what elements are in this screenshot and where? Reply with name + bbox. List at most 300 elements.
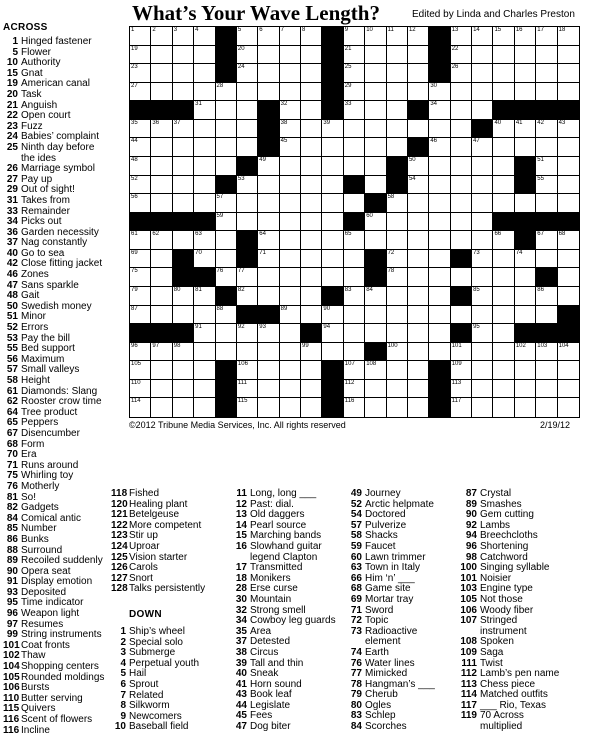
grid-cell[interactable] bbox=[429, 343, 450, 362]
grid-cell[interactable] bbox=[387, 250, 408, 269]
grid-cell[interactable] bbox=[451, 194, 472, 213]
grid-cell[interactable] bbox=[365, 361, 386, 380]
grid-cell[interactable] bbox=[173, 194, 194, 213]
grid-cell[interactable] bbox=[365, 64, 386, 83]
grid-cell[interactable] bbox=[151, 194, 172, 213]
grid-cell[interactable] bbox=[344, 138, 365, 157]
grid-cell[interactable] bbox=[237, 398, 258, 417]
grid-cell[interactable] bbox=[387, 287, 408, 306]
grid-cell[interactable] bbox=[216, 306, 237, 325]
grid-cell[interactable] bbox=[429, 120, 450, 139]
grid-cell[interactable] bbox=[493, 324, 514, 343]
grid-cell[interactable] bbox=[558, 138, 579, 157]
grid-cell[interactable] bbox=[173, 287, 194, 306]
grid-cell[interactable] bbox=[515, 268, 536, 287]
grid-cell[interactable] bbox=[472, 83, 493, 102]
grid-cell[interactable] bbox=[408, 250, 429, 269]
grid-cell[interactable] bbox=[280, 176, 301, 195]
grid-cell[interactable] bbox=[344, 46, 365, 65]
grid-cell[interactable] bbox=[472, 64, 493, 83]
grid-cell[interactable] bbox=[451, 83, 472, 102]
grid-cell[interactable] bbox=[558, 343, 579, 362]
grid-cell[interactable] bbox=[216, 83, 237, 102]
grid-cell[interactable] bbox=[301, 83, 322, 102]
grid-cell[interactable] bbox=[344, 101, 365, 120]
grid-cell[interactable] bbox=[322, 231, 343, 250]
grid-cell[interactable] bbox=[472, 343, 493, 362]
grid-cell[interactable] bbox=[216, 138, 237, 157]
grid-cell[interactable] bbox=[258, 194, 279, 213]
grid-cell[interactable] bbox=[365, 306, 386, 325]
grid-cell[interactable] bbox=[280, 46, 301, 65]
grid-cell[interactable] bbox=[387, 268, 408, 287]
grid-cell[interactable] bbox=[280, 83, 301, 102]
grid-cell[interactable] bbox=[493, 120, 514, 139]
grid-cell[interactable] bbox=[173, 138, 194, 157]
grid-cell[interactable] bbox=[451, 268, 472, 287]
grid-cell[interactable] bbox=[130, 398, 151, 417]
grid-cell[interactable] bbox=[322, 120, 343, 139]
grid-cell[interactable] bbox=[344, 120, 365, 139]
grid-cell[interactable] bbox=[301, 138, 322, 157]
grid-cell[interactable] bbox=[387, 398, 408, 417]
grid-cell[interactable] bbox=[258, 287, 279, 306]
grid-cell[interactable] bbox=[151, 83, 172, 102]
grid-cell[interactable] bbox=[151, 268, 172, 287]
grid-cell[interactable] bbox=[130, 380, 151, 399]
grid-cell[interactable] bbox=[558, 398, 579, 417]
grid-cell[interactable] bbox=[408, 268, 429, 287]
grid-cell[interactable] bbox=[387, 231, 408, 250]
grid-cell[interactable] bbox=[558, 157, 579, 176]
grid-cell[interactable] bbox=[194, 176, 215, 195]
grid-cell[interactable] bbox=[237, 194, 258, 213]
grid-cell[interactable] bbox=[408, 380, 429, 399]
grid-cell[interactable] bbox=[344, 250, 365, 269]
grid-cell[interactable] bbox=[258, 176, 279, 195]
grid-cell[interactable] bbox=[558, 176, 579, 195]
grid-cell[interactable] bbox=[365, 324, 386, 343]
grid-cell[interactable] bbox=[280, 268, 301, 287]
grid-cell[interactable] bbox=[472, 101, 493, 120]
grid-cell[interactable] bbox=[237, 343, 258, 362]
grid-cell[interactable] bbox=[194, 157, 215, 176]
grid-cell[interactable] bbox=[515, 64, 536, 83]
grid-cell[interactable] bbox=[173, 306, 194, 325]
grid-cell[interactable] bbox=[280, 157, 301, 176]
grid-cell[interactable] bbox=[558, 27, 579, 46]
grid-cell[interactable] bbox=[387, 46, 408, 65]
grid-cell[interactable] bbox=[151, 250, 172, 269]
grid-cell[interactable] bbox=[130, 268, 151, 287]
grid-cell[interactable] bbox=[173, 157, 194, 176]
grid-cell[interactable] bbox=[151, 27, 172, 46]
grid-cell[interactable] bbox=[429, 250, 450, 269]
grid-cell[interactable] bbox=[408, 64, 429, 83]
grid-cell[interactable] bbox=[408, 194, 429, 213]
grid-cell[interactable] bbox=[558, 361, 579, 380]
grid-cell[interactable] bbox=[194, 287, 215, 306]
grid-cell[interactable] bbox=[493, 64, 514, 83]
grid-cell[interactable] bbox=[515, 361, 536, 380]
grid-cell[interactable] bbox=[472, 287, 493, 306]
grid-cell[interactable] bbox=[558, 380, 579, 399]
grid-cell[interactable] bbox=[151, 380, 172, 399]
grid-cell[interactable] bbox=[429, 324, 450, 343]
grid-cell[interactable] bbox=[515, 380, 536, 399]
grid-cell[interactable] bbox=[451, 176, 472, 195]
grid-cell[interactable] bbox=[451, 27, 472, 46]
grid-cell[interactable] bbox=[536, 157, 557, 176]
grid-cell[interactable] bbox=[301, 176, 322, 195]
grid-cell[interactable] bbox=[493, 398, 514, 417]
grid-cell[interactable] bbox=[365, 398, 386, 417]
grid-cell[interactable] bbox=[472, 46, 493, 65]
grid-cell[interactable] bbox=[558, 64, 579, 83]
grid-cell[interactable] bbox=[216, 343, 237, 362]
grid-cell[interactable] bbox=[237, 46, 258, 65]
grid-cell[interactable] bbox=[322, 250, 343, 269]
grid-cell[interactable] bbox=[258, 231, 279, 250]
grid-cell[interactable] bbox=[408, 343, 429, 362]
grid-cell[interactable] bbox=[558, 83, 579, 102]
grid-cell[interactable] bbox=[301, 27, 322, 46]
grid-cell[interactable] bbox=[237, 176, 258, 195]
grid-cell[interactable] bbox=[536, 250, 557, 269]
grid-cell[interactable] bbox=[472, 268, 493, 287]
grid-cell[interactable] bbox=[216, 213, 237, 232]
grid-cell[interactable] bbox=[322, 343, 343, 362]
grid-cell[interactable] bbox=[216, 194, 237, 213]
grid-cell[interactable] bbox=[515, 398, 536, 417]
grid-cell[interactable] bbox=[151, 64, 172, 83]
grid-cell[interactable] bbox=[558, 287, 579, 306]
grid-cell[interactable] bbox=[194, 306, 215, 325]
grid-cell[interactable] bbox=[387, 324, 408, 343]
grid-cell[interactable] bbox=[301, 213, 322, 232]
grid-cell[interactable] bbox=[429, 306, 450, 325]
grid-cell[interactable] bbox=[194, 101, 215, 120]
grid-cell[interactable] bbox=[173, 83, 194, 102]
grid-cell[interactable] bbox=[130, 120, 151, 139]
grid-cell[interactable] bbox=[472, 324, 493, 343]
grid-cell[interactable] bbox=[344, 64, 365, 83]
grid-cell[interactable] bbox=[258, 324, 279, 343]
grid-cell[interactable] bbox=[194, 250, 215, 269]
grid-cell[interactable] bbox=[472, 176, 493, 195]
grid-cell[interactable] bbox=[237, 27, 258, 46]
grid-cell[interactable] bbox=[558, 194, 579, 213]
grid-cell[interactable] bbox=[237, 120, 258, 139]
grid-cell[interactable] bbox=[493, 46, 514, 65]
grid-cell[interactable] bbox=[365, 176, 386, 195]
grid-cell[interactable] bbox=[408, 213, 429, 232]
grid-cell[interactable] bbox=[536, 287, 557, 306]
grid-cell[interactable] bbox=[130, 287, 151, 306]
grid-cell[interactable] bbox=[151, 287, 172, 306]
grid-cell[interactable] bbox=[408, 231, 429, 250]
grid-cell[interactable] bbox=[451, 398, 472, 417]
grid-cell[interactable] bbox=[344, 268, 365, 287]
grid-cell[interactable] bbox=[387, 27, 408, 46]
grid-cell[interactable] bbox=[429, 194, 450, 213]
grid-cell[interactable] bbox=[493, 380, 514, 399]
grid-cell[interactable] bbox=[322, 306, 343, 325]
grid-cell[interactable] bbox=[130, 27, 151, 46]
grid-cell[interactable] bbox=[194, 324, 215, 343]
grid-cell[interactable] bbox=[515, 46, 536, 65]
grid-cell[interactable] bbox=[151, 120, 172, 139]
grid-cell[interactable] bbox=[258, 398, 279, 417]
grid-cell[interactable] bbox=[194, 83, 215, 102]
grid-cell[interactable] bbox=[408, 361, 429, 380]
grid-cell[interactable] bbox=[472, 138, 493, 157]
grid-cell[interactable] bbox=[344, 343, 365, 362]
grid-cell[interactable] bbox=[280, 120, 301, 139]
grid-cell[interactable] bbox=[130, 83, 151, 102]
grid-cell[interactable] bbox=[536, 398, 557, 417]
grid-cell[interactable] bbox=[173, 343, 194, 362]
grid-cell[interactable] bbox=[322, 194, 343, 213]
grid-cell[interactable] bbox=[173, 231, 194, 250]
grid-cell[interactable] bbox=[515, 138, 536, 157]
grid-cell[interactable] bbox=[322, 176, 343, 195]
grid-cell[interactable] bbox=[536, 138, 557, 157]
grid-cell[interactable] bbox=[472, 398, 493, 417]
grid-cell[interactable] bbox=[365, 213, 386, 232]
grid-cell[interactable] bbox=[173, 120, 194, 139]
grid-cell[interactable] bbox=[280, 343, 301, 362]
grid-cell[interactable] bbox=[130, 138, 151, 157]
grid-cell[interactable] bbox=[451, 213, 472, 232]
grid-cell[interactable] bbox=[258, 64, 279, 83]
grid-cell[interactable] bbox=[493, 268, 514, 287]
grid-cell[interactable] bbox=[237, 101, 258, 120]
grid-cell[interactable] bbox=[322, 324, 343, 343]
grid-cell[interactable] bbox=[451, 343, 472, 362]
grid-cell[interactable] bbox=[237, 64, 258, 83]
grid-cell[interactable] bbox=[365, 138, 386, 157]
grid-cell[interactable] bbox=[151, 343, 172, 362]
grid-cell[interactable] bbox=[493, 343, 514, 362]
grid-cell[interactable] bbox=[194, 64, 215, 83]
grid-cell[interactable] bbox=[216, 101, 237, 120]
grid-cell[interactable] bbox=[151, 361, 172, 380]
grid-cell[interactable] bbox=[387, 194, 408, 213]
grid-cell[interactable] bbox=[301, 380, 322, 399]
grid-cell[interactable] bbox=[451, 306, 472, 325]
grid-cell[interactable] bbox=[408, 324, 429, 343]
grid-cell[interactable] bbox=[237, 324, 258, 343]
grid-cell[interactable] bbox=[216, 324, 237, 343]
grid-cell[interactable] bbox=[130, 361, 151, 380]
grid-cell[interactable] bbox=[151, 231, 172, 250]
grid-cell[interactable] bbox=[301, 306, 322, 325]
grid-cell[interactable] bbox=[130, 46, 151, 65]
grid-cell[interactable] bbox=[216, 250, 237, 269]
grid-cell[interactable] bbox=[301, 398, 322, 417]
grid-cell[interactable] bbox=[408, 27, 429, 46]
grid-cell[interactable] bbox=[280, 361, 301, 380]
grid-cell[interactable] bbox=[280, 213, 301, 232]
grid-cell[interactable] bbox=[280, 27, 301, 46]
grid-cell[interactable] bbox=[173, 361, 194, 380]
grid-cell[interactable] bbox=[493, 306, 514, 325]
grid-cell[interactable] bbox=[130, 231, 151, 250]
grid-cell[interactable] bbox=[493, 194, 514, 213]
grid-cell[interactable] bbox=[408, 83, 429, 102]
grid-cell[interactable] bbox=[258, 361, 279, 380]
grid-cell[interactable] bbox=[130, 64, 151, 83]
grid-cell[interactable] bbox=[365, 27, 386, 46]
grid-cell[interactable] bbox=[451, 157, 472, 176]
grid-cell[interactable] bbox=[258, 157, 279, 176]
grid-cell[interactable] bbox=[280, 324, 301, 343]
grid-cell[interactable] bbox=[451, 101, 472, 120]
grid-cell[interactable] bbox=[194, 380, 215, 399]
grid-cell[interactable] bbox=[280, 101, 301, 120]
grid-cell[interactable] bbox=[536, 64, 557, 83]
grid-cell[interactable] bbox=[387, 64, 408, 83]
grid-cell[interactable] bbox=[365, 157, 386, 176]
grid-cell[interactable] bbox=[344, 380, 365, 399]
grid-cell[interactable] bbox=[237, 83, 258, 102]
grid-cell[interactable] bbox=[344, 361, 365, 380]
grid-cell[interactable] bbox=[194, 194, 215, 213]
grid-cell[interactable] bbox=[280, 194, 301, 213]
grid-cell[interactable] bbox=[408, 176, 429, 195]
grid-cell[interactable] bbox=[237, 380, 258, 399]
grid-cell[interactable] bbox=[515, 27, 536, 46]
grid-cell[interactable] bbox=[130, 250, 151, 269]
grid-cell[interactable] bbox=[322, 268, 343, 287]
grid-cell[interactable] bbox=[151, 46, 172, 65]
grid-cell[interactable] bbox=[194, 361, 215, 380]
grid-cell[interactable] bbox=[451, 120, 472, 139]
grid-cell[interactable] bbox=[194, 46, 215, 65]
grid-cell[interactable] bbox=[429, 176, 450, 195]
grid-cell[interactable] bbox=[173, 398, 194, 417]
grid-cell[interactable] bbox=[429, 138, 450, 157]
grid-cell[interactable] bbox=[472, 231, 493, 250]
grid-cell[interactable] bbox=[258, 250, 279, 269]
grid-cell[interactable] bbox=[536, 343, 557, 362]
grid-cell[interactable] bbox=[365, 101, 386, 120]
grid-cell[interactable] bbox=[280, 287, 301, 306]
grid-cell[interactable] bbox=[451, 64, 472, 83]
grid-cell[interactable] bbox=[258, 380, 279, 399]
grid-cell[interactable] bbox=[151, 398, 172, 417]
grid-cell[interactable] bbox=[173, 64, 194, 83]
grid-cell[interactable] bbox=[344, 194, 365, 213]
grid-cell[interactable] bbox=[429, 213, 450, 232]
grid-cell[interactable] bbox=[493, 287, 514, 306]
grid-cell[interactable] bbox=[151, 176, 172, 195]
grid-cell[interactable] bbox=[216, 157, 237, 176]
grid-cell[interactable] bbox=[493, 176, 514, 195]
grid-cell[interactable] bbox=[558, 120, 579, 139]
grid-cell[interactable] bbox=[173, 380, 194, 399]
grid-cell[interactable] bbox=[301, 64, 322, 83]
grid-cell[interactable] bbox=[536, 120, 557, 139]
grid-cell[interactable] bbox=[515, 194, 536, 213]
grid-cell[interactable] bbox=[237, 268, 258, 287]
grid-cell[interactable] bbox=[237, 361, 258, 380]
grid-cell[interactable] bbox=[493, 361, 514, 380]
grid-cell[interactable] bbox=[536, 231, 557, 250]
grid-cell[interactable] bbox=[493, 138, 514, 157]
grid-cell[interactable] bbox=[451, 46, 472, 65]
grid-cell[interactable] bbox=[451, 138, 472, 157]
grid-cell[interactable] bbox=[365, 380, 386, 399]
grid-cell[interactable] bbox=[515, 120, 536, 139]
grid-cell[interactable] bbox=[558, 46, 579, 65]
grid-cell[interactable] bbox=[280, 250, 301, 269]
grid-cell[interactable] bbox=[536, 194, 557, 213]
grid-cell[interactable] bbox=[280, 398, 301, 417]
grid-cell[interactable] bbox=[515, 83, 536, 102]
grid-cell[interactable] bbox=[408, 398, 429, 417]
grid-cell[interactable] bbox=[344, 287, 365, 306]
grid-cell[interactable] bbox=[344, 306, 365, 325]
grid-cell[interactable] bbox=[301, 101, 322, 120]
grid-cell[interactable] bbox=[493, 157, 514, 176]
grid-cell[interactable] bbox=[258, 268, 279, 287]
grid-cell[interactable] bbox=[194, 231, 215, 250]
grid-cell[interactable] bbox=[493, 250, 514, 269]
grid-cell[interactable] bbox=[365, 231, 386, 250]
grid-cell[interactable] bbox=[387, 361, 408, 380]
grid-cell[interactable] bbox=[558, 231, 579, 250]
grid-cell[interactable] bbox=[429, 101, 450, 120]
grid-cell[interactable] bbox=[173, 27, 194, 46]
grid-cell[interactable] bbox=[130, 306, 151, 325]
grid-cell[interactable] bbox=[429, 287, 450, 306]
grid-cell[interactable] bbox=[472, 250, 493, 269]
grid-cell[interactable] bbox=[322, 157, 343, 176]
grid-cell[interactable] bbox=[130, 343, 151, 362]
grid-cell[interactable] bbox=[472, 361, 493, 380]
grid-cell[interactable] bbox=[365, 287, 386, 306]
grid-cell[interactable] bbox=[280, 138, 301, 157]
grid-cell[interactable] bbox=[173, 176, 194, 195]
grid-cell[interactable] bbox=[429, 157, 450, 176]
grid-cell[interactable] bbox=[258, 343, 279, 362]
grid-cell[interactable] bbox=[130, 194, 151, 213]
grid-cell[interactable] bbox=[429, 268, 450, 287]
grid-cell[interactable] bbox=[387, 213, 408, 232]
grid-cell[interactable] bbox=[130, 157, 151, 176]
grid-cell[interactable] bbox=[258, 83, 279, 102]
grid-cell[interactable] bbox=[558, 268, 579, 287]
grid-cell[interactable] bbox=[493, 27, 514, 46]
grid-cell[interactable] bbox=[536, 27, 557, 46]
grid-cell[interactable] bbox=[408, 287, 429, 306]
grid-cell[interactable] bbox=[194, 138, 215, 157]
grid-cell[interactable] bbox=[301, 361, 322, 380]
grid-cell[interactable] bbox=[301, 120, 322, 139]
grid-cell[interactable] bbox=[344, 324, 365, 343]
grid-cell[interactable] bbox=[387, 306, 408, 325]
grid-cell[interactable] bbox=[472, 306, 493, 325]
grid-cell[interactable] bbox=[387, 83, 408, 102]
grid-cell[interactable] bbox=[536, 46, 557, 65]
grid-cell[interactable] bbox=[515, 343, 536, 362]
grid-cell[interactable] bbox=[536, 380, 557, 399]
grid-cell[interactable] bbox=[344, 231, 365, 250]
grid-cell[interactable] bbox=[515, 306, 536, 325]
grid-cell[interactable] bbox=[194, 343, 215, 362]
